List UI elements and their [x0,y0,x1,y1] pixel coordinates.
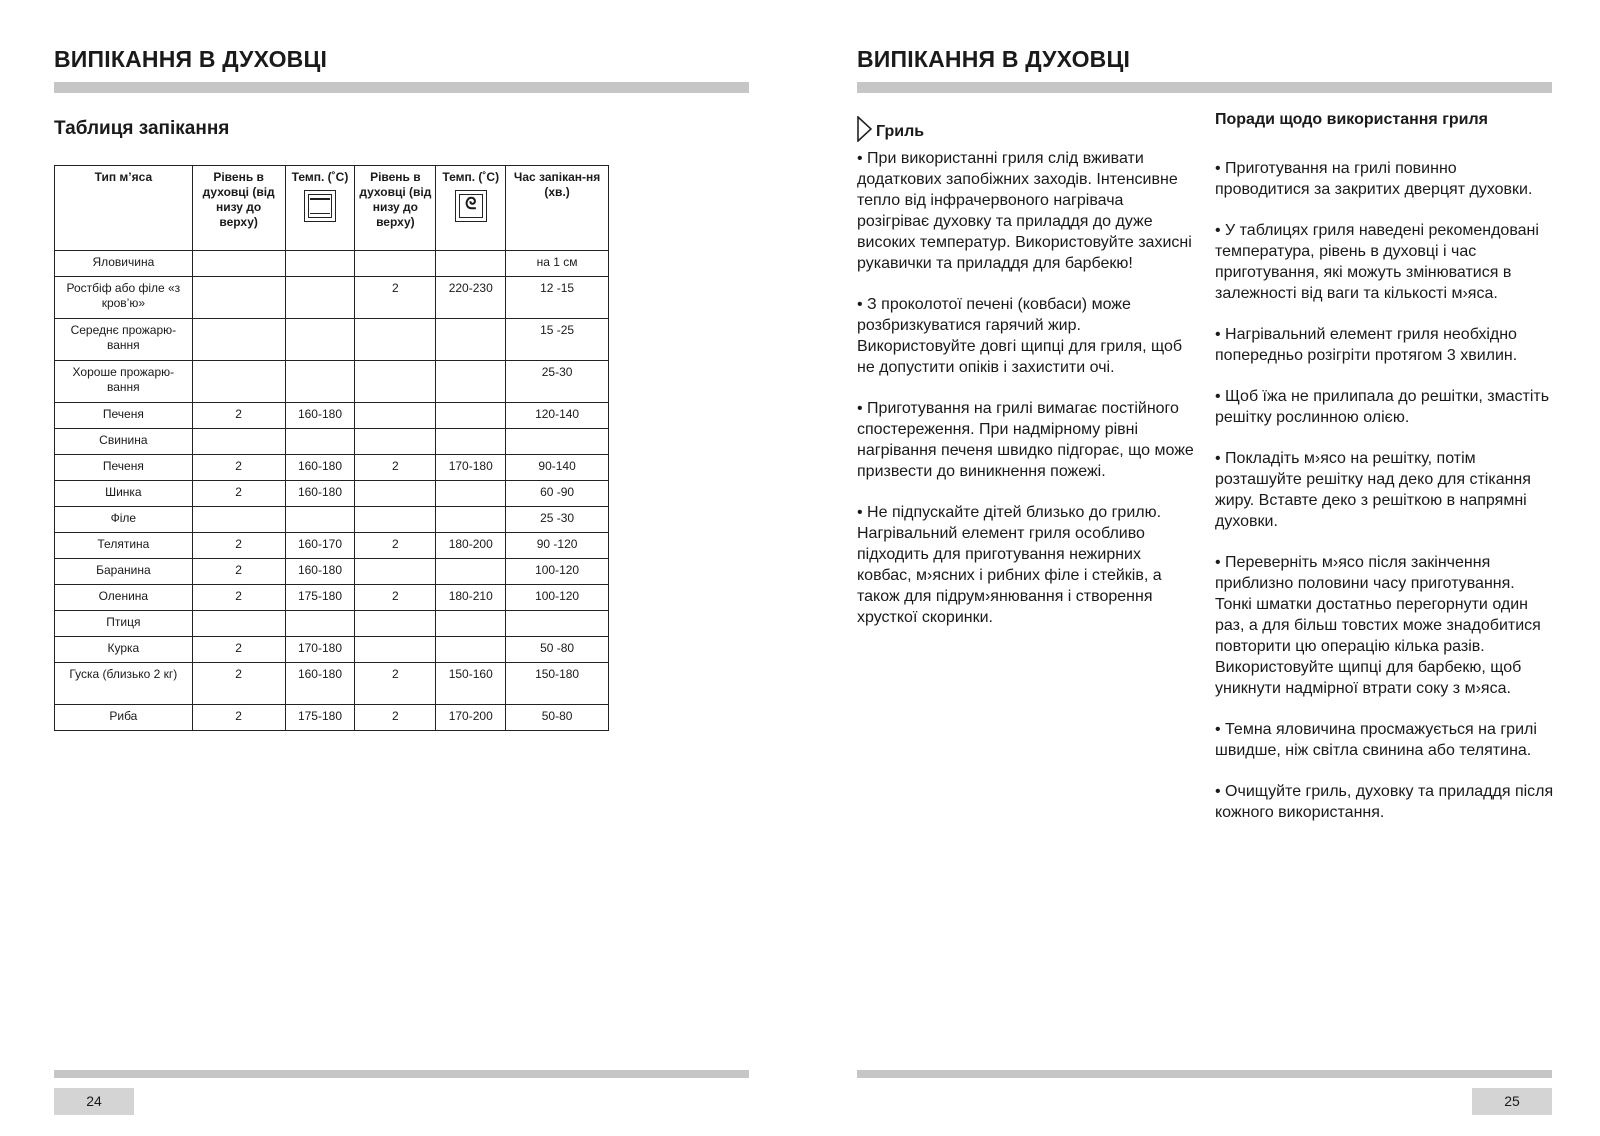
table-cell: Баранина [55,559,193,585]
table-row [55,533,609,559]
table-cell [285,277,355,319]
table-cell: 60 -90 [506,481,609,507]
table-cell [192,429,285,455]
table-cell [192,611,285,637]
table-header-row [55,166,609,251]
table-cell [285,251,355,277]
table-cell: Яловичина [55,251,193,277]
table-cell: 160-180 [285,559,355,585]
table-cell: 180-200 [436,533,506,559]
table-cell [355,403,436,429]
page-number: 24 [54,1088,134,1115]
table-cell [506,429,609,455]
table-cell [285,507,355,533]
table-cell [436,403,506,429]
table-cell: Печеня [55,403,193,429]
grill-tips-column [1215,158,1555,843]
table-cell: 2 [355,663,436,705]
table-row [55,455,609,481]
table-row [55,277,609,319]
table-cell: 160-180 [285,663,355,705]
table-cell: 2 [192,637,285,663]
table-cell: 2 [192,705,285,731]
tip-paragraph: • Темна яловичина просмажується на грилі швидше, ніж світла свинина або телятина. [1215,721,1537,759]
table-cell: 175-180 [285,585,355,611]
table-cell: 2 [355,455,436,481]
table-cell [436,319,506,361]
tip-paragraph: • Покладіть м›ясо на решітку, потім розташуйте решітку над деко для стікання жиру. Вставте деко з решіткою в напрямні духовки. [1215,450,1531,530]
oven-fan-icon: ᘓ [455,190,487,222]
table-title: Таблиця запікання [54,118,230,139]
table-row [55,361,609,403]
table-cell: 2 [355,585,436,611]
tip-paragraph: • Очищуйте гриль, духовку та приладдя після кожного використання. [1215,783,1554,821]
table-cell [355,361,436,403]
table-cell [355,429,436,455]
table-row [55,705,609,731]
oven-top-bottom-heat-icon [304,190,336,222]
table-cell: Риба [55,705,193,731]
table-row [55,559,609,585]
table-body [55,251,609,731]
tip-paragraph: • У таблицях гриля наведені рекомендовані температура, рівень в духовці і час приготування, які можуть змінюватися в залежності від ваги та кількості м›яса. [1215,222,1539,302]
table-cell: Свинина [55,429,193,455]
tip-paragraph: • Переверніть м›ясо після закінчення приблизно половини часу приготування. Тонкі шматки достатньо перегорнути один раз, а для більш товстих може знадобитися повторити цю операцію кілька разів. Використовуйте щипці для барбекю, щоб уникнути надмірної втрати соку з м›яса. [1215,554,1541,697]
title-divider [54,82,749,93]
baking-table [54,165,609,731]
table-cell: 160-180 [285,403,355,429]
table-row [55,251,609,277]
grill-paragraph: • Приготування на грилі вимагає постійного спостереження. При надмірному рівні нагрівання печеня швидко підгорає, що може призвести до виникнення пожежі. [857,400,1194,480]
table-cell [285,319,355,361]
table-cell [436,481,506,507]
table-row [55,637,609,663]
table-cell: 100-120 [506,585,609,611]
right-page [800,0,1600,1136]
table-row [55,611,609,637]
table-cell: 2 [192,559,285,585]
table-cell [436,361,506,403]
table-cell: 120-140 [506,403,609,429]
table-cell [285,611,355,637]
table-cell: 2 [192,585,285,611]
grill-paragraph: • З проколотої печені (ковбаси) може розбризкуватися гарячий жир. Використовуйте довгі щипці для гриля, щоб не допустити опіків і захистити очі. [857,296,1183,376]
table-cell: 2 [192,481,285,507]
table-cell [355,611,436,637]
table-cell: 2 [355,277,436,319]
table-row [55,663,609,705]
table-cell: Середнє прожарю-вання [55,319,193,361]
table-cell: 175-180 [285,705,355,731]
table-cell: 25 -30 [506,507,609,533]
footer-divider [857,1070,1552,1078]
table-row [55,585,609,611]
table-cell: 12 -15 [506,277,609,319]
table-cell: 160-170 [285,533,355,559]
table-cell: 100-120 [506,559,609,585]
table-cell: Ростбіф або філе «з кров’ю» [55,277,193,319]
tip-paragraph: • Приготування на грилі повинно проводитися за закритих дверцят духовки. [1215,160,1533,198]
page-title: ВИПІКАННЯ В ДУХОВЦІ [857,46,1131,72]
table-cell: 2 [355,533,436,559]
table-cell [192,361,285,403]
table-cell [355,507,436,533]
table-cell: 170-180 [285,637,355,663]
table-cell: 25-30 [506,361,609,403]
table-cell [436,507,506,533]
grill-safety-column [857,148,1197,648]
table-cell: 160-180 [285,455,355,481]
table-cell [436,559,506,585]
table-cell [355,319,436,361]
table-cell [285,361,355,403]
table-cell: на 1 см [506,251,609,277]
table-row [55,403,609,429]
table-cell: 180-210 [436,585,506,611]
table-cell: 2 [192,533,285,559]
header-level-1: Рівень в духовці (від низу до верху) [192,166,285,251]
tip-paragraph: • Щоб їжа не прилипала до решітки, змастіть решітку рослинною олією. [1215,388,1550,426]
table-cell: Хороше прожарю-вання [55,361,193,403]
table-cell [355,559,436,585]
header-meat-type: Тип м’яса [55,166,193,251]
tip-paragraph: • Нагрівальний елемент гриля необхідно попередньо розігріти протягом 3 хвилин. [1215,326,1518,364]
table-cell: Філе [55,507,193,533]
table-cell [436,611,506,637]
table-cell: Оленина [55,585,193,611]
table-row [55,429,609,455]
table-cell [436,637,506,663]
table-cell: Гуска (близько 2 кг) [55,663,193,705]
grill-paragraph: • Не підпускайте дітей близько до грилю. Нагрівальний елемент гриля особливо підходить для приготування нежирних ковбас, м›ясних і рибних філе і стейків, а також для підрум›янювання і створення хрусткої скоринки. [857,504,1162,626]
header-temp-2: Темп. (˚C) ᘓ [436,166,506,251]
table-cell: Птиця [55,611,193,637]
header-temp-1: Темп. (˚C) [285,166,355,251]
grill-heading: Гриль [857,116,924,142]
table-cell [355,637,436,663]
table-cell: 50-80 [506,705,609,731]
table-cell [192,507,285,533]
header-time: Час запікан-ня (хв.) [506,166,609,251]
table-cell [355,251,436,277]
table-row [55,481,609,507]
table-cell [355,481,436,507]
grill-paragraph: • При використанні гриля слід вживати додаткових запобіжних заходів. Інтенсивне тепло від інфрачервоного нагрівача розігріває духовку та приладдя до дуже високих температур. Використовуйте захисні рукавички та приладдя для барбекю! [857,150,1192,272]
table-cell: 50 -80 [506,637,609,663]
table-cell: 170-180 [436,455,506,481]
table-cell: 2 [192,663,285,705]
table-cell [192,277,285,319]
footer-divider [54,1070,749,1078]
page-title: ВИПІКАННЯ В ДУХОВЦІ [54,46,328,72]
table-cell: 160-180 [285,481,355,507]
page-number: 25 [1472,1088,1552,1115]
table-row [55,319,609,361]
tips-heading: Поради щодо використання гриля [1215,111,1488,128]
table-cell [285,429,355,455]
table-cell: 15 -25 [506,319,609,361]
table-cell: Телятина [55,533,193,559]
table-cell [192,251,285,277]
table-cell [506,611,609,637]
table-cell: 150-180 [506,663,609,705]
table-cell: 2 [192,403,285,429]
table-cell: 220-230 [436,277,506,319]
triangle-marker-icon [857,116,872,142]
table-cell: Печеня [55,455,193,481]
table-cell: 2 [192,455,285,481]
table-cell [192,319,285,361]
table-cell: 2 [355,705,436,731]
table-cell: 90 -120 [506,533,609,559]
header-level-2: Рівень в духовці (від низу до верху) [355,166,436,251]
table-cell [436,251,506,277]
table-cell: 90-140 [506,455,609,481]
title-divider [857,82,1552,93]
table-row [55,507,609,533]
table-cell: 170-200 [436,705,506,731]
table-cell: Курка [55,637,193,663]
table-cell: Шинка [55,481,193,507]
table-cell: 150-160 [436,663,506,705]
table-cell [436,429,506,455]
